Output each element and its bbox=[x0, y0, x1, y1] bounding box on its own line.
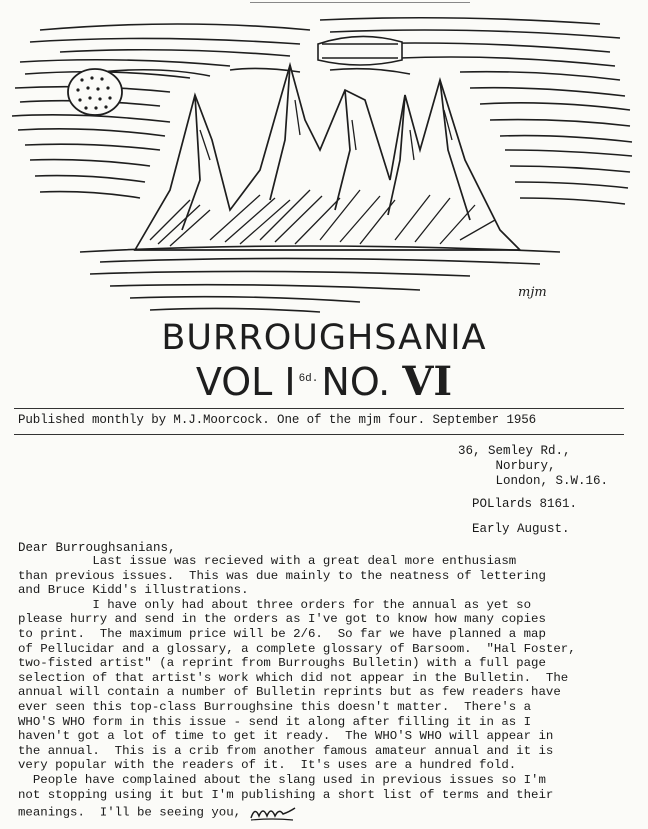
address-line: London, S.W.16. bbox=[495, 474, 609, 488]
number-label: NO. bbox=[321, 360, 391, 404]
body-line: ever seen this top-class Burroughsine this doesn't matter. There's a bbox=[18, 699, 532, 714]
body-line: I have only had about three orders for the annual as yet so bbox=[18, 597, 532, 612]
salutation: Dear Burroughsanians, bbox=[18, 541, 176, 555]
closing-text: meanings. I'll be seeing you, bbox=[18, 805, 242, 820]
body-line: very popular with the readers of it. It's uses are a hundred fold. bbox=[18, 758, 517, 773]
header-rule-top bbox=[14, 408, 624, 409]
phone-number: POLlards 8161. bbox=[472, 497, 578, 511]
masthead-title: BURROUGHSANIA bbox=[161, 318, 487, 358]
body-line: two-fisted artist" (a reprint from Burroughs Bulletin) with a full page bbox=[18, 656, 546, 671]
letter-body bbox=[18, 554, 576, 822]
mountain-range bbox=[135, 65, 520, 250]
body-line: haven't got a lot of time to get it ready. The WHO'S WHO will appear in bbox=[18, 729, 554, 744]
shoreline bbox=[80, 246, 560, 312]
body-line: Last issue was recieved with a great deal more enthusiasm bbox=[18, 554, 517, 568]
volume-label: VOL I bbox=[195, 360, 296, 404]
signature bbox=[249, 802, 297, 822]
body-line: of Pellucidar and a glossary, a complete glossary of Barsoom. "Hal Foster, bbox=[18, 641, 576, 656]
mountain-illustration bbox=[0, 0, 648, 330]
masthead-issue bbox=[0, 358, 648, 405]
issue-numeral: VI bbox=[402, 358, 453, 405]
letter-date: Early August. bbox=[472, 522, 570, 536]
body-line: to print. The maximum price will be 2/6. So far we have planned a map bbox=[18, 626, 546, 641]
body-line: WHO'S WHO form in this issue - send it along after filling it in as I bbox=[18, 714, 532, 729]
sender-address bbox=[458, 444, 608, 489]
body-line: please hurry and send in the orders as I've got to know how many copies bbox=[18, 612, 546, 627]
body-line: and Bruce Kidd's illustrations. bbox=[18, 583, 249, 598]
publication-line: Published monthly by M.J.Moorcock. One of the mjm four. September 1956 bbox=[18, 413, 537, 427]
dotted-moon bbox=[68, 69, 122, 115]
airship bbox=[318, 36, 402, 65]
header-rule-bottom bbox=[14, 434, 624, 435]
artist-initials: mjm bbox=[518, 285, 547, 300]
address-line: 36, Semley Rd., bbox=[458, 444, 571, 458]
body-line: annual will contain a number of Bulletin reprints but as few readers have bbox=[18, 685, 561, 700]
closing-line bbox=[18, 802, 576, 822]
address-line: Norbury, bbox=[495, 459, 556, 473]
body-line: People have complained about the slang used in previous issues so I'm bbox=[18, 772, 546, 787]
body-line: than previous issues. This was due mainly to the neatness of lettering bbox=[18, 568, 546, 583]
body-line: not stopping using it but I'm publishing a short list of terms and their bbox=[18, 787, 554, 802]
price-label: 6d. bbox=[298, 373, 319, 385]
body-line: the annual. This is a crib from another famous amateur annual and it is bbox=[18, 743, 554, 758]
body-line: selection of that artist's work which did not appear in the Bulletin. The bbox=[18, 670, 569, 685]
